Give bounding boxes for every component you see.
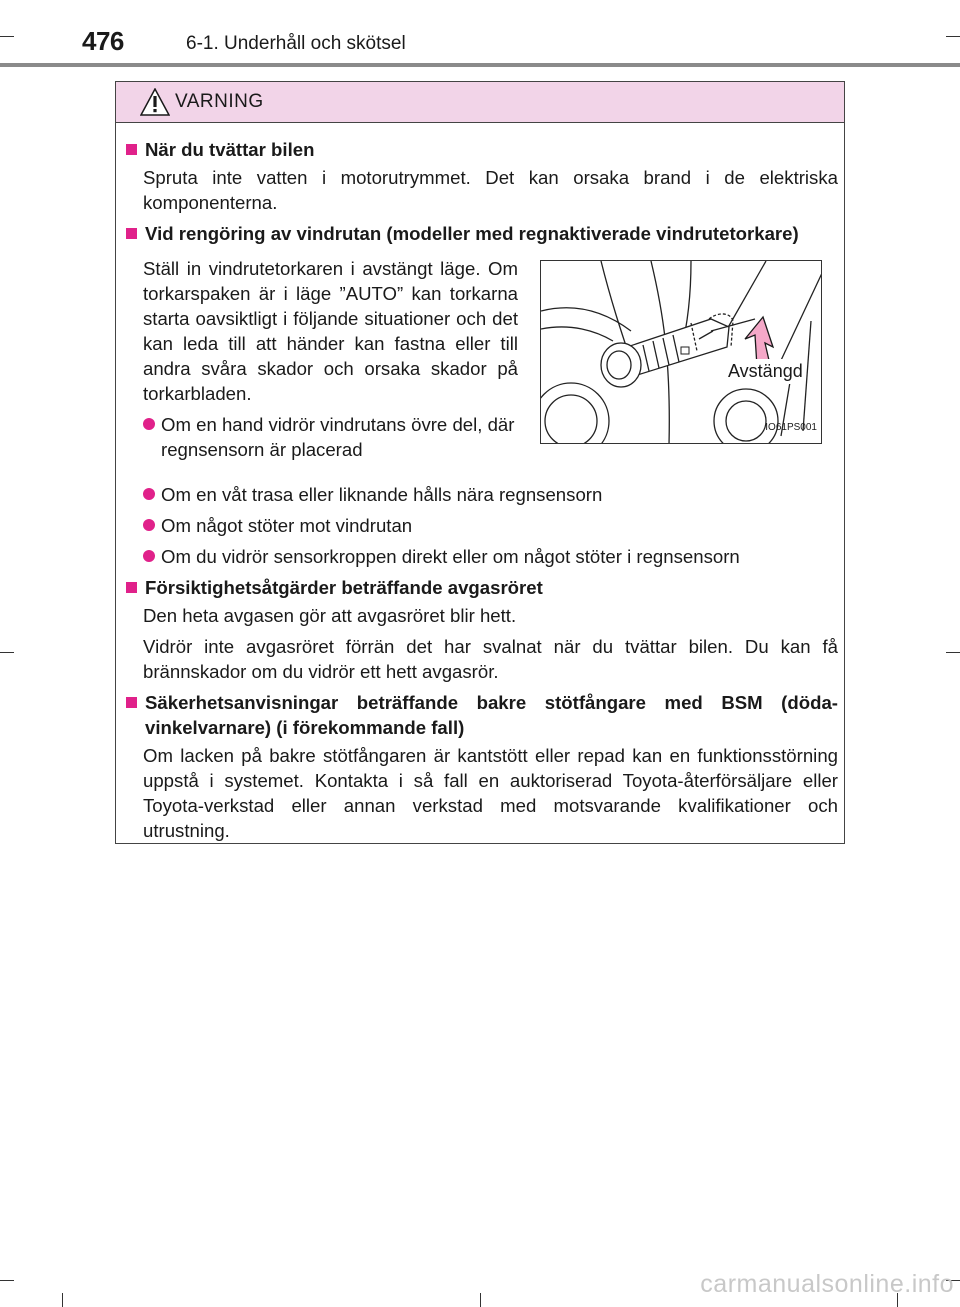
page-number: 476 bbox=[82, 26, 124, 56]
list-item bbox=[126, 513, 838, 538]
square-bullet-icon bbox=[126, 582, 137, 593]
heading-text: Säkerhetsanvisningar beträffande bakre stötfångare med BSM (dödavinkelvarnare) (i förekommande fall) bbox=[145, 692, 838, 738]
square-bullet-icon bbox=[126, 144, 137, 155]
heading-text: Vid rengöring av vindrutan (modeller med regnaktiverade vindrutetorkare) bbox=[145, 223, 799, 244]
section-title: 6-1. Underhåll och skötsel bbox=[186, 33, 406, 54]
list-item bbox=[126, 482, 838, 507]
figure-code: IO61PS001 bbox=[765, 422, 817, 433]
list-item-text: Om något stöter mot vindrutan bbox=[161, 515, 413, 536]
list-item bbox=[126, 544, 838, 569]
square-bullet-icon bbox=[126, 697, 137, 708]
footer-watermark: carmanualsonline.info bbox=[700, 1270, 954, 1298]
crop-mark bbox=[0, 1280, 14, 1281]
wiper-lever-figure bbox=[540, 260, 822, 444]
crop-mark bbox=[946, 652, 960, 653]
circle-bullet-icon bbox=[143, 519, 155, 531]
heading-washing bbox=[126, 137, 838, 162]
paragraph: Vidrör inte avgasröret förrän det har svalnat när du tvättar bilen. Du kan få brännskador om du vidrör ett hett avgasrör. bbox=[143, 636, 838, 682]
circle-bullet-icon bbox=[143, 488, 155, 500]
header-rule bbox=[0, 63, 960, 67]
heading-windshield bbox=[126, 221, 838, 246]
circle-bullet-icon bbox=[143, 550, 155, 562]
list-item bbox=[126, 412, 518, 462]
warning-triangle-icon bbox=[140, 88, 170, 116]
paragraph: Spruta inte vatten i motorutrymmet. Det kan orsaka brand i de elektriska komponenterna. bbox=[143, 167, 838, 213]
warning-content bbox=[126, 137, 838, 849]
crop-mark bbox=[62, 1293, 63, 1307]
heading-exhaust bbox=[126, 575, 838, 600]
paragraph: Ställ in vindrutetorkaren i avstängt läge. Om torkarspaken är i läge ”AUTO” kan torkarna starta oavsiktligt i följande situationer och det kan leda till att händer kan fastna eller till andra svåra skador och orsaka skador på torkarbladen. bbox=[143, 258, 518, 404]
windshield-block bbox=[126, 256, 838, 482]
windshield-text-column bbox=[126, 256, 518, 468]
crop-mark bbox=[480, 1293, 481, 1307]
heading-bumper bbox=[126, 690, 838, 740]
page-header bbox=[0, 0, 960, 68]
warning-header bbox=[116, 82, 844, 123]
list-item-text: Om du vidrör sensorkroppen direkt eller om något stöter i regnsensorn bbox=[161, 546, 740, 567]
warning-title: VARNING bbox=[175, 91, 264, 112]
paragraph: Om lacken på bakre stötfångaren är kantstött eller repad kan en funktionsstörning uppstå i systemet. Kontakta i så fall en auktoriserad Toyota-återförsäljare eller Toyota-verkstad eller annan verkstad med motsvarande kvalifikationer och utrustning. bbox=[143, 745, 838, 841]
list-item-text: Om en våt trasa eller liknande hålls nära regnsensorn bbox=[161, 484, 603, 505]
heading-text: När du tvättar bilen bbox=[145, 139, 315, 160]
figure-label-off: Avstängd bbox=[727, 359, 804, 384]
heading-text: Försiktighetsåtgärder beträffande avgasröret bbox=[145, 577, 543, 598]
warning-box bbox=[115, 81, 845, 844]
circle-bullet-icon bbox=[143, 418, 155, 430]
paragraph: Den heta avgasen gör att avgasröret blir hett. bbox=[143, 605, 517, 626]
list-item-text: Om en hand vidrör vindrutans övre del, där regnsensorn är placerad bbox=[161, 414, 515, 460]
crop-mark bbox=[0, 652, 14, 653]
square-bullet-icon bbox=[126, 228, 137, 239]
